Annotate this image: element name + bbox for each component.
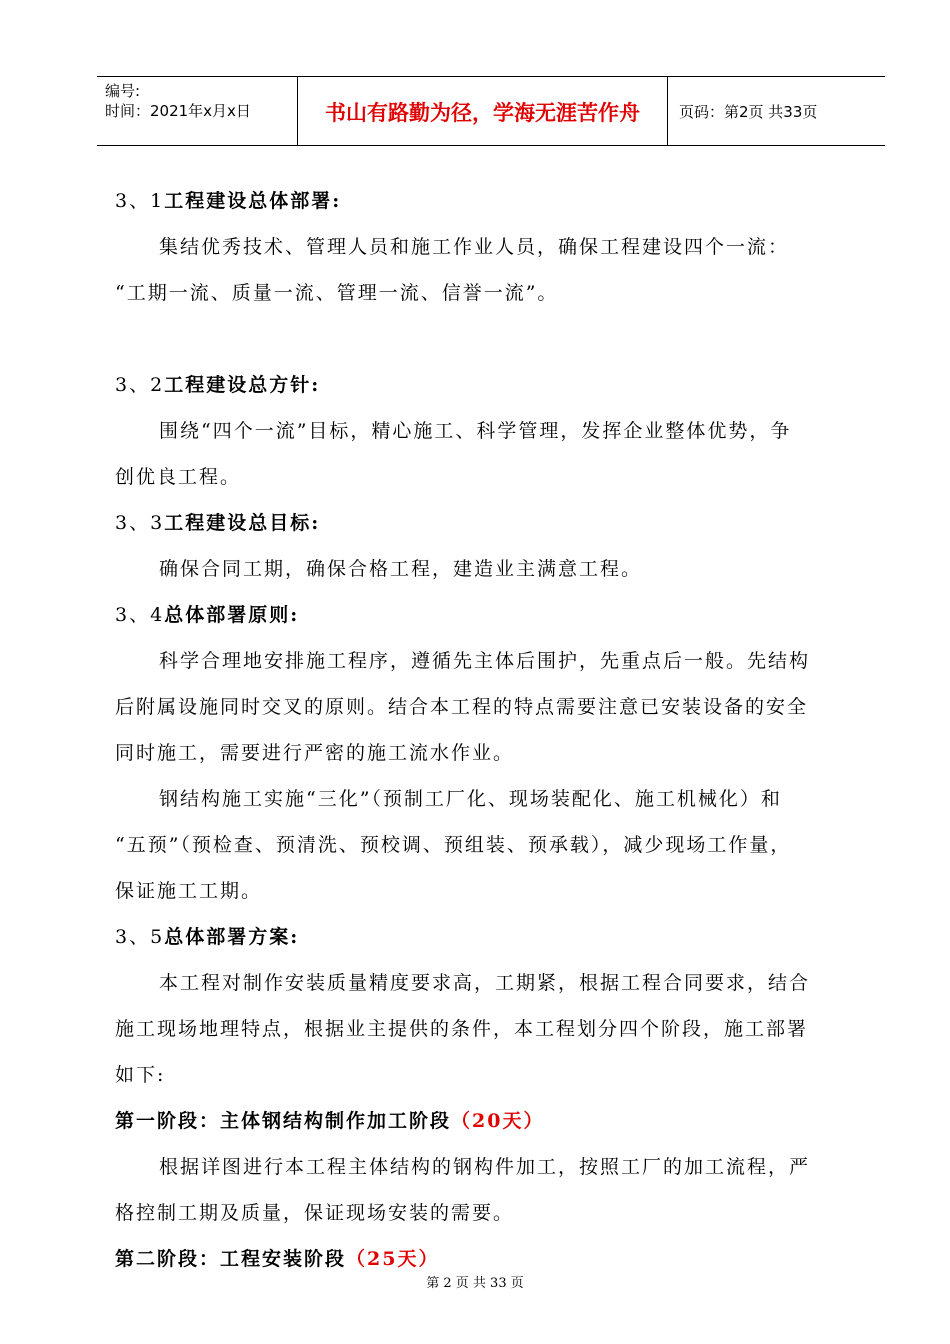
section-title: 总体部署方案: (164, 926, 300, 948)
section-title: 总体部署原则: (164, 604, 300, 626)
paragraph-line: 施工现场地理特点，根据业主提供的条件，本工程划分四个阶段，施工部署 (115, 1018, 809, 1040)
section-title: 工程建设总体部署: (164, 190, 342, 212)
page-footer: 第 2 页 共 33 页 (426, 1276, 524, 1291)
section-number: 3、5 (115, 926, 165, 948)
section-title: 工程建设总方针: (164, 374, 321, 396)
paragraph-line: 围绕“四个一流”目标，精心施工、科学管理，发挥企业整体优势，争 (159, 420, 792, 442)
stage-days: （25天） (346, 1248, 440, 1270)
section-title: 工程建设总目标: (164, 512, 321, 534)
stage-days: （20天） (451, 1110, 545, 1132)
stage-title: 第一阶段：主体钢结构制作加工阶段 (115, 1110, 452, 1132)
section-heading (115, 178, 875, 224)
page-header (97, 76, 885, 146)
paragraph-line: 保证施工工期。 (115, 880, 263, 902)
section-number: 3、2 (115, 374, 165, 396)
paragraph-line: 确保合同工期，确保合格工程，建造业主满意工程。 (159, 558, 643, 580)
serial-label: 编号: (105, 82, 141, 100)
section-heading (115, 500, 875, 546)
section-number: 3、4 (115, 604, 165, 626)
paragraph-line: 根据详图进行本工程主体结构的钢构件加工，按照工厂的加工流程，严 (159, 1156, 811, 1178)
stage-title: 第二阶段：工程安装阶段 (115, 1248, 347, 1270)
header-left (105, 81, 251, 121)
document-body (115, 178, 875, 1282)
paragraph-line: 同时施工，需要进行严密的施工流水作业。 (115, 742, 515, 764)
header-divider (667, 77, 668, 145)
header-motto: 书山有路勤为径，学海无涯苦作舟 (325, 101, 640, 125)
time-label: 时间：2021年x月x日 (105, 102, 251, 120)
paragraph-line: 集结优秀技术、管理人员和施工作业人员，确保工程建设四个一流： (159, 236, 790, 258)
section-number: 3、1 (115, 190, 165, 212)
header-page-info: 页码：第2页 共33页 (679, 103, 818, 121)
section-heading (115, 362, 875, 408)
paragraph-line: 如下: (115, 1064, 166, 1086)
paragraph-line: “工期一流、质量一流、管理一流、信誉一流”。 (115, 282, 559, 304)
section-heading (115, 592, 875, 638)
stage-heading (115, 1098, 875, 1144)
paragraph-line: “五预”（预检查、预清洗、预校调、预组装、预承载），减少现场工作量， (115, 834, 792, 856)
paragraph-line: 本工程对制作安装质量精度要求高，工期紧，根据工程合同要求，结合 (159, 972, 811, 994)
section-number: 3、3 (115, 512, 165, 534)
section-heading (115, 914, 875, 960)
paragraph-line: 科学合理地安排施工程序，遵循先主体后围护，先重点后一般。先结构 (159, 650, 811, 672)
paragraph-line: 后附属设施同时交叉的原则。结合本工程的特点需要注意已安装设备的安全 (115, 696, 809, 718)
spacer (115, 316, 875, 362)
paragraph-line: 创优良工程。 (115, 466, 242, 488)
paragraph-line: 钢结构施工实施“三化”（预制工厂化、现场装配化、施工机械化）和 (159, 788, 782, 810)
paragraph-line: 格控制工期及质量，保证现场安装的需要。 (115, 1202, 515, 1224)
